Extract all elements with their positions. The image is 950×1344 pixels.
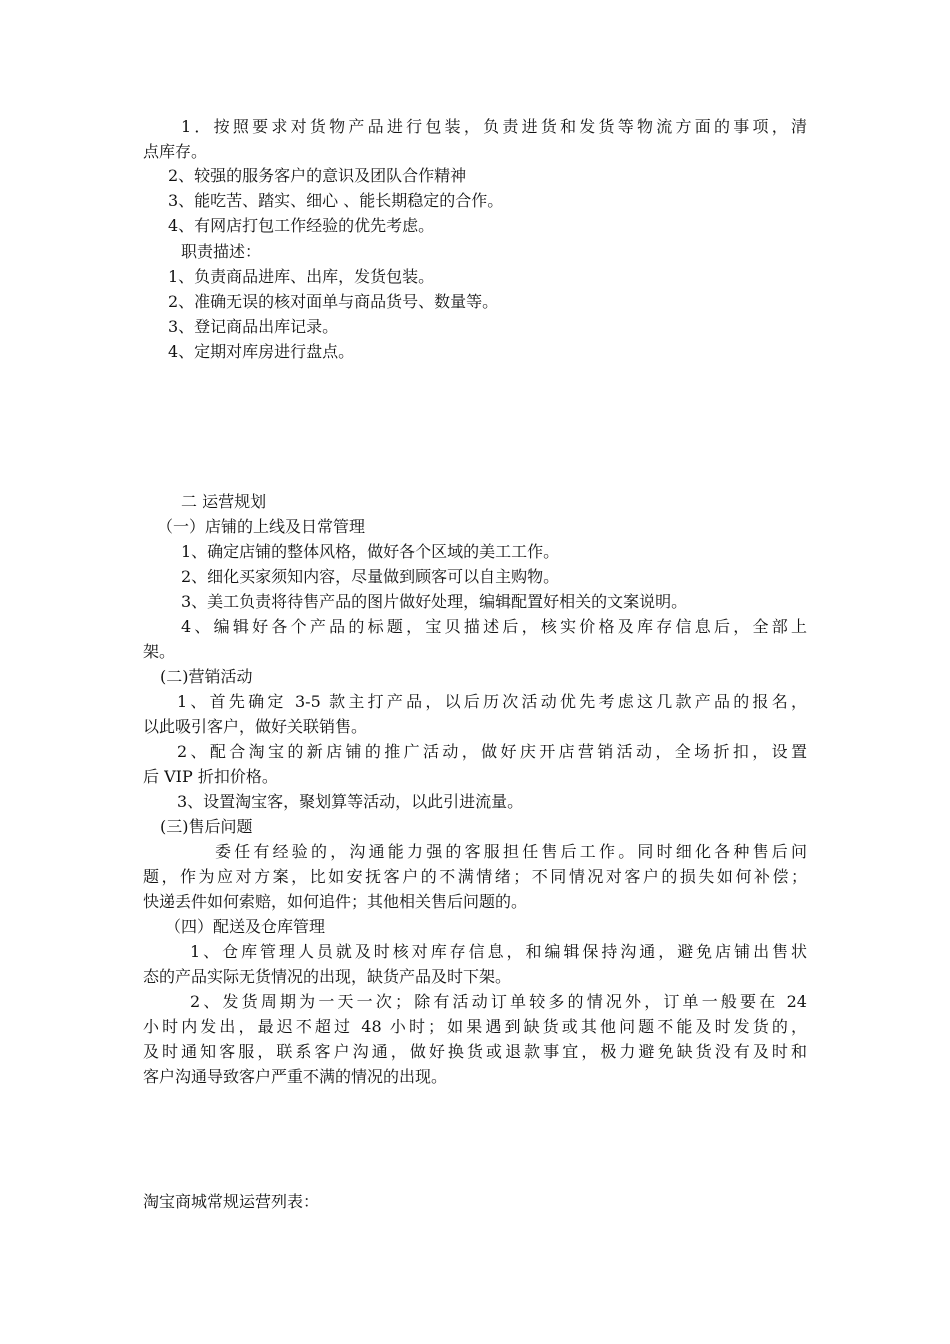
duty-line: 4、定期对库房进行盘点。 bbox=[168, 342, 355, 361]
requirement-line: 1．按照要求对货物产品进行包装，负责进货和发货等物流方面的事项，清 bbox=[181, 117, 807, 136]
paragraph-line: 1、确定店铺的整体风格，做好各个区域的美工工作。 bbox=[181, 542, 560, 561]
paragraph-line: 架。 bbox=[143, 642, 176, 661]
duty-line: 1、负责商品进库、出库，发货包装。 bbox=[168, 267, 435, 286]
paragraph-line: 客户沟通导致客户严重不满的情况的出现。 bbox=[143, 1067, 448, 1086]
paragraph-line: 1、首先确定 3-5 款主打产品，以后历次活动优先考虑这几款产品的报名， bbox=[177, 692, 807, 711]
section-heading: 二 运营规划 bbox=[181, 492, 267, 511]
paragraph-line: 2、发货周期为一天一次；除有活动订单较多的情况外，订单一般要在 24 bbox=[190, 992, 807, 1011]
paragraph-line: 以此吸引客户，做好关联销售。 bbox=[143, 717, 368, 736]
paragraph-line: 态的产品实际无货情况的出现，缺货产品及时下架。 bbox=[143, 967, 512, 986]
paragraph-line: 4、编辑好各个产品的标题，宝贝描述后，核实价格及库存信息后，全部上 bbox=[181, 617, 807, 636]
paragraph-line: 1、仓库管理人员就及时核对库存信息，和编辑保持沟通，避免店铺出售状 bbox=[190, 942, 807, 961]
subsection-heading: （一）店铺的上线及日常管理 bbox=[157, 517, 366, 536]
duty-line: 2、准确无误的核对面单与商品货号、数量等。 bbox=[168, 292, 499, 311]
paragraph-line: 3、设置淘宝客，聚划算等活动，以此引进流量。 bbox=[177, 792, 524, 811]
subsection-heading: (三)售后问题 bbox=[160, 817, 253, 836]
paragraph-line: 2、细化买家须知内容，尽量做到顾客可以自主购物。 bbox=[181, 567, 560, 586]
paragraph-line: 2、配合淘宝的新店铺的推广活动，做好庆开店营销活动，全场折扣，设置 bbox=[177, 742, 807, 761]
paragraph-line: 小时内发出，最迟不超过 48 小时；如果遇到缺货或其他问题不能及时发货的， bbox=[143, 1017, 807, 1036]
requirement-line: 2、较强的服务客户的意识及团队合作精神 bbox=[168, 166, 467, 185]
subsection-heading: （四）配送及仓库管理 bbox=[165, 917, 326, 936]
duty-heading: 职责描述： bbox=[181, 242, 262, 261]
list-title: 淘宝商城常规运营列表： bbox=[143, 1192, 320, 1211]
paragraph-line: 题，作为应对方案，比如安抚客户的不满情绪；不同情况对客户的损失如何补偿； bbox=[143, 867, 807, 886]
paragraph-line: 及时通知客服，联系客户沟通，做好换货或退款事宜，极力避免缺货没有及时和 bbox=[143, 1042, 807, 1061]
subsection-heading: (二)营销活动 bbox=[160, 667, 253, 686]
requirement-line: 3、能吃苦、踏实、细心 、能长期稳定的合作。 bbox=[168, 191, 504, 210]
paragraph-line: 后 VIP 折扣价格。 bbox=[143, 767, 278, 786]
duty-line: 3、登记商品出库记录。 bbox=[168, 317, 339, 336]
paragraph-line: 3、美工负责将待售产品的图片做好处理，编辑配置好相关的文案说明。 bbox=[181, 592, 688, 611]
paragraph-line: 委任有经验的，沟通能力强的客服担任售后工作。同时细化各种售后问 bbox=[215, 842, 807, 861]
requirement-line: 4、有网店打包工作经验的优先考虑。 bbox=[168, 216, 435, 235]
requirement-line: 点库存。 bbox=[143, 142, 208, 161]
paragraph-line: 快递丢件如何索赔，如何追件；其他相关售后问题的。 bbox=[143, 892, 528, 911]
